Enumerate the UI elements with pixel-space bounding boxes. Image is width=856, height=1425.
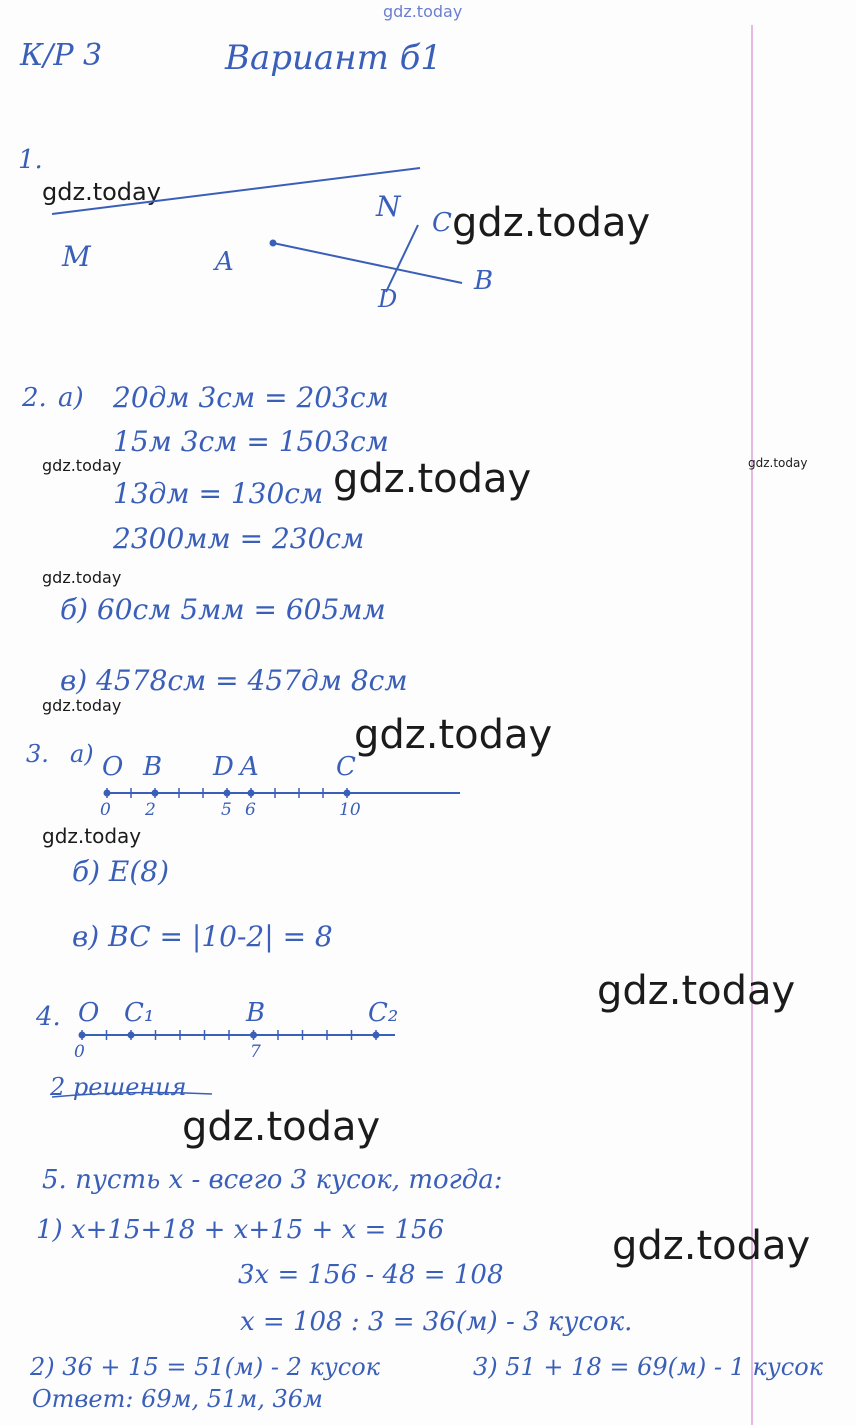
task4-tick-label: 7 bbox=[250, 1042, 261, 1062]
watermark: gdz.today bbox=[42, 178, 161, 206]
segment-cd bbox=[386, 225, 418, 292]
task2-a-line1: 20дм 3см = 203см bbox=[113, 381, 389, 414]
point-d-label: D bbox=[378, 285, 398, 313]
task3-part-a: а) bbox=[70, 740, 94, 768]
line-mn bbox=[52, 168, 420, 214]
variant-title: Вариант б1 bbox=[225, 38, 443, 78]
task1-number: 1. bbox=[18, 145, 43, 175]
task2-a-line2: 15м 3см = 1503см bbox=[113, 425, 389, 458]
task3-tick-label: 2 bbox=[145, 800, 156, 820]
task5-intro: 5. пусть х - всего 3 кусок, тогда: bbox=[42, 1165, 503, 1195]
watermark: gdz.today bbox=[612, 1223, 811, 1269]
task3-point-c: C bbox=[336, 752, 356, 782]
task5-line2: 3х = 156 - 48 = 108 bbox=[238, 1260, 504, 1290]
watermark: gdz.today bbox=[452, 200, 651, 246]
point-c-label: C bbox=[432, 208, 452, 238]
point-b-label: B bbox=[474, 266, 494, 296]
point-n-label: N bbox=[376, 190, 401, 223]
point-dot bbox=[224, 790, 231, 797]
point-dot bbox=[248, 790, 255, 797]
watermark-top: gdz.today bbox=[383, 2, 463, 21]
task4-point-c2: C₂ bbox=[368, 998, 399, 1028]
point-dot bbox=[104, 790, 111, 797]
segment-ab bbox=[273, 243, 462, 283]
task3-tick-label: 5 bbox=[221, 800, 232, 820]
task2-b-line: б) 60см 5мм = 605мм bbox=[60, 593, 386, 626]
watermark: gdz.today bbox=[333, 456, 532, 502]
point-dot bbox=[152, 790, 159, 797]
task4-point-o: O bbox=[78, 998, 100, 1028]
point-m-label: M bbox=[62, 240, 91, 273]
task3-point-b: B bbox=[143, 752, 163, 782]
point-dot bbox=[79, 1032, 86, 1039]
task3-tick-label: 0 bbox=[100, 800, 111, 820]
watermark: gdz.today bbox=[597, 968, 796, 1014]
task5-line4a: 2) 36 + 15 = 51(м) - 2 кусок bbox=[30, 1353, 380, 1381]
task2-a-line3: 13дм = 130см bbox=[113, 477, 324, 510]
task3-tick-label: 6 bbox=[245, 800, 256, 820]
task3-point-o: O bbox=[102, 752, 124, 782]
task2-part-a: а) bbox=[58, 383, 84, 413]
watermark: gdz.today bbox=[182, 1104, 381, 1150]
task5-line4b: 3) 51 + 18 = 69(м) - 1 кусок bbox=[473, 1353, 823, 1381]
task5-answer: Ответ: 69м, 51м, 36м bbox=[32, 1385, 323, 1413]
task4-point-b: B bbox=[246, 998, 266, 1028]
task4-note: 2 решения bbox=[50, 1073, 187, 1101]
point-a-label: A bbox=[215, 247, 234, 277]
point-dot bbox=[128, 1032, 135, 1039]
point-a-dot bbox=[270, 240, 277, 247]
task3-b-line: б) E(8) bbox=[72, 855, 170, 888]
task2-v-line: в) 4578см = 457дм 8см bbox=[60, 664, 408, 697]
point-dot bbox=[250, 1032, 257, 1039]
task4-point-c1: C₁ bbox=[124, 998, 155, 1028]
task2-a-line4: 2300мм = 230см bbox=[113, 522, 365, 555]
watermark: gdz.today bbox=[354, 712, 553, 758]
task4-tick-label: 0 bbox=[74, 1042, 85, 1062]
task5-line1: 1) х+15+18 + х+15 + х = 156 bbox=[36, 1215, 445, 1245]
task3-tick-label: 10 bbox=[339, 800, 361, 820]
watermark: gdz.today bbox=[42, 568, 122, 587]
task4-number: 4. bbox=[36, 1002, 61, 1032]
watermark: gdz.today bbox=[748, 456, 808, 470]
task3-number: 3. bbox=[26, 740, 49, 768]
task2-number: 2. bbox=[22, 383, 47, 413]
task3-v-line: в) BC = |10-2| = 8 bbox=[72, 920, 333, 953]
point-dot bbox=[344, 790, 351, 797]
point-dot bbox=[373, 1032, 380, 1039]
watermark: gdz.today bbox=[42, 696, 122, 715]
task5-line3: х = 108 : 3 = 36(м) - 3 кусок. bbox=[240, 1307, 633, 1337]
task3-point-a: A bbox=[240, 752, 259, 782]
watermark: gdz.today bbox=[42, 824, 142, 848]
test-number: К/Р 3 bbox=[20, 38, 103, 73]
watermark: gdz.today bbox=[42, 456, 122, 475]
task3-point-d: D bbox=[213, 752, 234, 782]
